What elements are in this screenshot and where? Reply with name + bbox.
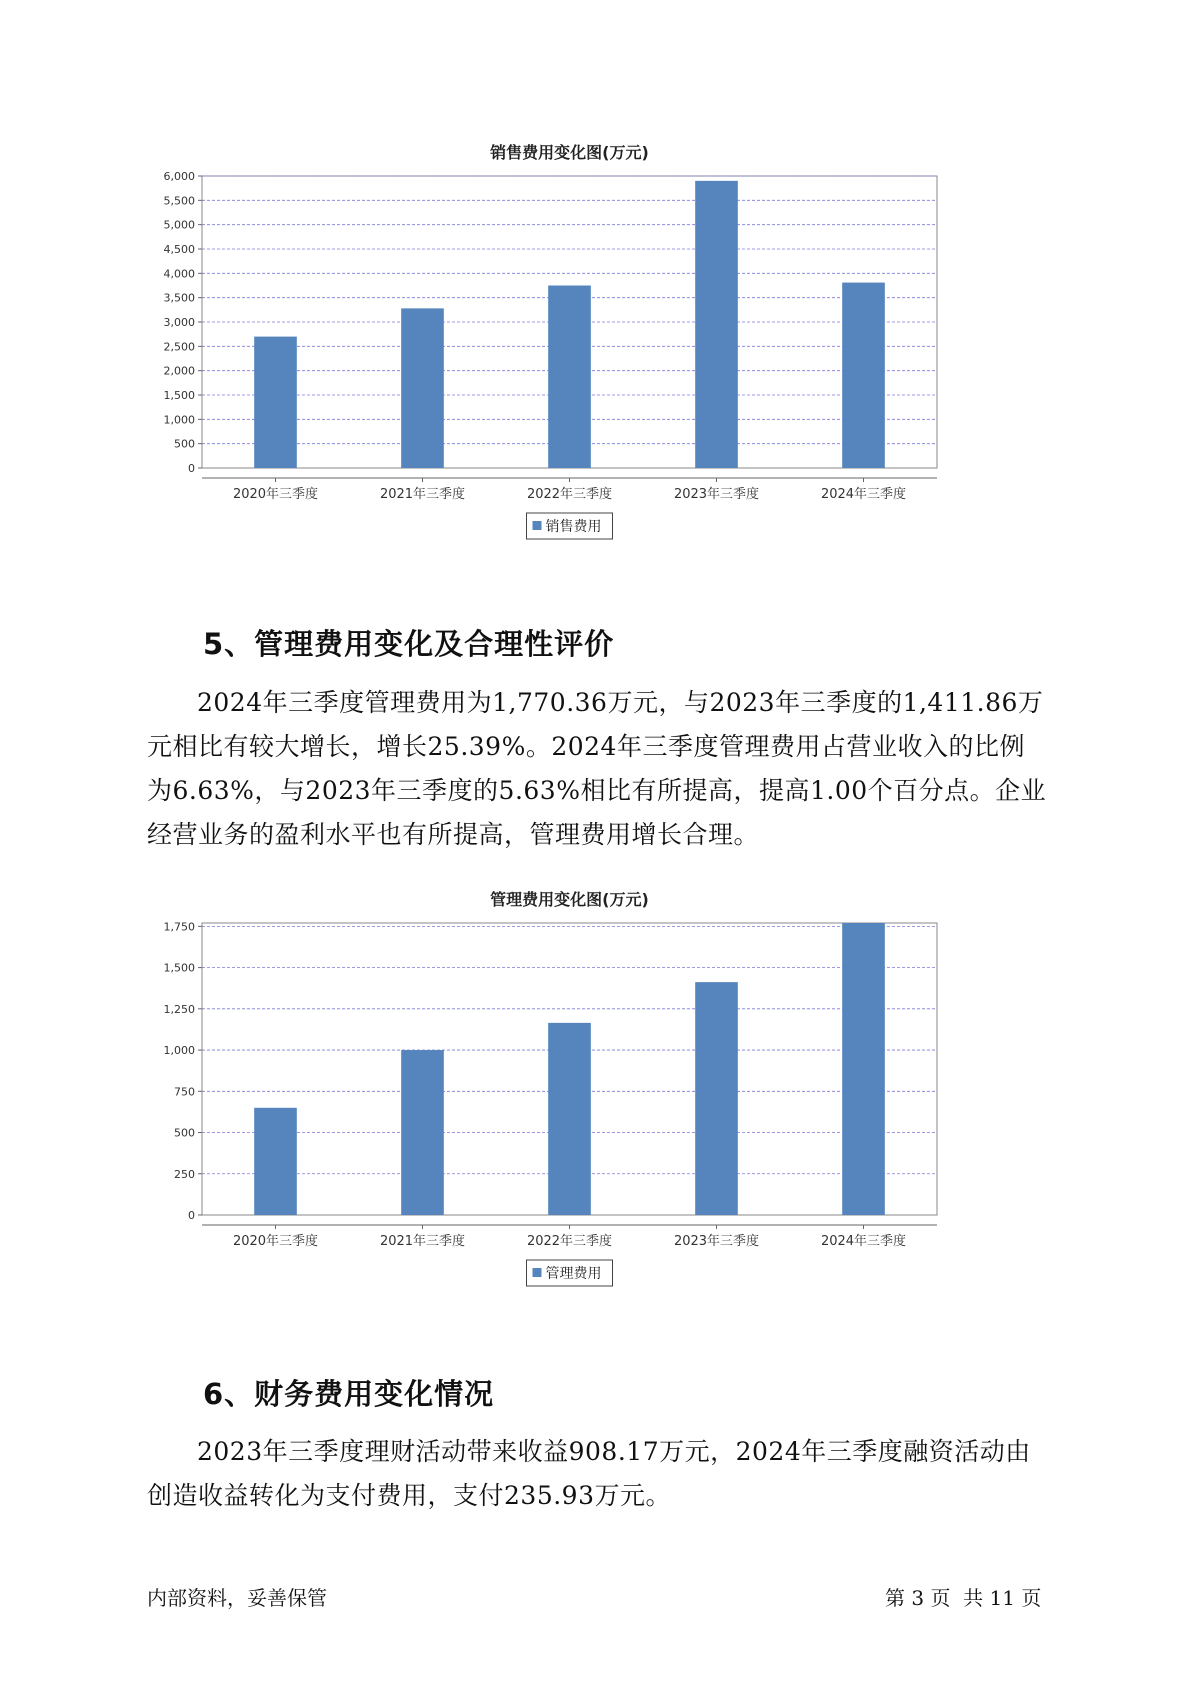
y-tick-label: 2,000: [163, 364, 195, 378]
x-tick-label: 2022年三季度: [526, 1234, 613, 1249]
footer-page-suffix: 页: [1014, 1586, 1042, 1610]
y-tick-label: 0: [188, 462, 195, 475]
x-tick-label: 2024年三季度: [820, 1234, 907, 1249]
sales-expense-chart: [150, 138, 1030, 598]
y-tick-label: 1,500: [163, 389, 195, 402]
y-tick-label: 4,000: [163, 267, 195, 281]
bar-2020年三季度: [254, 337, 297, 468]
chart-title: 管理费用变化图(万元): [490, 890, 649, 909]
legend-swatch: [533, 1268, 542, 1277]
footer-confidential-note: 内部资料，妥善保管: [147, 1586, 327, 1610]
section5-heading: 5、管理费用变化及合理性评价: [203, 627, 615, 661]
y-tick-label: 1,000: [163, 1044, 195, 1058]
bar-2023年三季度: [695, 982, 738, 1215]
x-tick-label: 2023年三季度: [673, 1234, 760, 1249]
legend-label: 销售费用: [545, 519, 602, 535]
section6-paragraph: 2023年三季度理财活动带来收益908.17万元，2024年三季度融资活动由创造收益转化为支付费用，支付235.93万元。: [147, 1437, 1031, 1510]
chart-title: 销售费用变化图(万元): [490, 143, 649, 162]
y-tick-label: 6,000: [163, 170, 195, 183]
admin-expense-chart: [150, 885, 1030, 1345]
bar-2021年三季度: [401, 1050, 444, 1215]
x-tick-label: 2021年三季度: [379, 487, 466, 502]
y-tick-label: 1,750: [163, 920, 195, 934]
bar-2023年三季度: [695, 181, 738, 468]
x-tick-label: 2021年三季度: [379, 1234, 466, 1249]
y-tick-label: 1,000: [163, 413, 195, 427]
y-tick-label: 2,500: [163, 340, 195, 354]
y-tick-label: 250: [174, 1167, 195, 1181]
x-tick-label: 2024年三季度: [820, 487, 907, 502]
x-tick-label: 2022年三季度: [526, 487, 613, 502]
y-tick-label: 5,500: [163, 194, 195, 208]
y-tick-label: 3,500: [163, 291, 195, 305]
sales-expense-chart-svg: [150, 138, 1030, 598]
bar-2022年三季度: [548, 286, 591, 469]
bar-2024年三季度: [842, 923, 885, 1215]
footer-page-number: 3: [911, 1586, 925, 1610]
y-tick-label: 500: [174, 437, 195, 451]
y-tick-label: 5,000: [163, 218, 195, 232]
admin-expense-chart-svg: [150, 885, 1030, 1345]
footer-page-info: [885, 1582, 1041, 1611]
legend-swatch: [533, 521, 542, 530]
bar-2020年三季度: [254, 1108, 297, 1215]
footer-total-pages: 11: [989, 1586, 1015, 1610]
footer-page-prefix: 第: [885, 1586, 912, 1610]
legend-label: 管理费用: [545, 1266, 602, 1282]
footer-page-mid: 页 共: [924, 1586, 990, 1610]
bar-2022年三季度: [548, 1023, 591, 1215]
section5-paragraph: 2024年三季度管理费用为1,770.36万元，与2023年三季度的1,411.86万元相比有较大增长，增长25.39%。2024年三季度管理费用占营业收入的比例为6.63%，与2023年三季度的5.63%相比有所提高，提高1.00个百分点。企业经营业务的盈利水平也有所提高，管理费用增长合理。: [147, 688, 1047, 849]
section6-heading: 6、财务费用变化情况: [203, 1377, 495, 1411]
y-tick-label: 3,000: [163, 316, 195, 329]
y-tick-label: 4,500: [163, 243, 195, 256]
x-tick-label: 2020年三季度: [232, 1234, 319, 1249]
y-tick-label: 1,500: [163, 961, 195, 975]
y-tick-label: 500: [174, 1126, 195, 1140]
bar-2021年三季度: [401, 308, 444, 468]
y-tick-label: 1,250: [163, 1002, 195, 1016]
y-tick-label: 750: [174, 1085, 195, 1099]
x-tick-label: 2023年三季度: [673, 487, 760, 502]
x-tick-label: 2020年三季度: [232, 487, 319, 502]
y-tick-label: 0: [188, 1209, 195, 1222]
bar-2024年三季度: [842, 283, 885, 468]
